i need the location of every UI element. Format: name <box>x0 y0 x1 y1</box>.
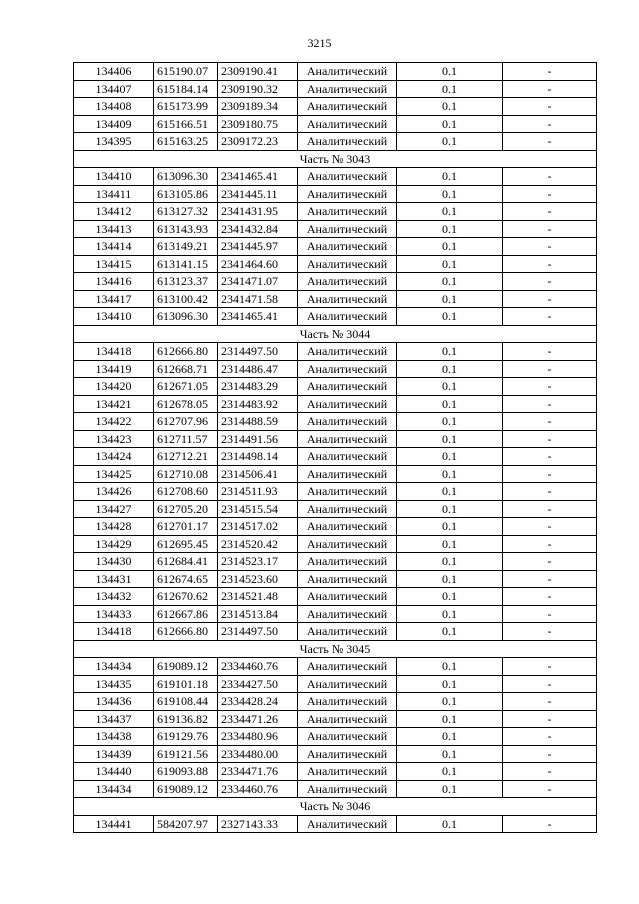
y-coordinate-cell: 2314523.60 <box>218 570 298 588</box>
table-row <box>74 675 597 693</box>
method-cell: Аналитический <box>298 500 397 518</box>
point-id-cell: 134413 <box>74 220 154 238</box>
section-title: Часть № 3046 <box>74 798 597 816</box>
y-coordinate-cell: 2309180.75 <box>218 115 298 133</box>
note-cell: - <box>503 63 597 81</box>
accuracy-cell: 0.1 <box>397 483 503 501</box>
point-id-cell: 134427 <box>74 500 154 518</box>
point-id-cell: 134407 <box>74 80 154 98</box>
x-coordinate-cell: 619129.76 <box>154 728 218 746</box>
x-coordinate-cell: 612670.62 <box>154 588 218 606</box>
table-row <box>74 430 597 448</box>
accuracy-cell: 0.1 <box>397 360 503 378</box>
note-cell: - <box>503 763 597 781</box>
table-row <box>74 780 597 798</box>
table-row <box>74 623 597 641</box>
y-coordinate-cell: 2334480.96 <box>218 728 298 746</box>
method-cell: Аналитический <box>298 448 397 466</box>
note-cell: - <box>503 815 597 833</box>
note-cell: - <box>503 623 597 641</box>
point-id-cell: 134395 <box>74 133 154 151</box>
accuracy-cell: 0.1 <box>397 588 503 606</box>
x-coordinate-cell: 615173.99 <box>154 98 218 116</box>
table-row <box>74 710 597 728</box>
point-id-cell: 134419 <box>74 360 154 378</box>
accuracy-cell: 0.1 <box>397 605 503 623</box>
x-coordinate-cell: 615184.14 <box>154 80 218 98</box>
point-id-cell: 134420 <box>74 378 154 396</box>
y-coordinate-cell: 2341432.84 <box>218 220 298 238</box>
section-header-row <box>74 640 597 658</box>
y-coordinate-cell: 2341465.41 <box>218 308 298 326</box>
y-coordinate-cell: 2341465.41 <box>218 168 298 186</box>
y-coordinate-cell: 2334471.26 <box>218 710 298 728</box>
coordinates-table-body <box>74 63 597 833</box>
note-cell: - <box>503 518 597 536</box>
x-coordinate-cell: 619121.56 <box>154 745 218 763</box>
x-coordinate-cell: 584207.97 <box>154 815 218 833</box>
accuracy-cell: 0.1 <box>397 815 503 833</box>
method-cell: Аналитический <box>298 588 397 606</box>
section-title: Часть № 3045 <box>74 640 597 658</box>
table-row <box>74 378 597 396</box>
note-cell: - <box>503 395 597 413</box>
table-row <box>74 570 597 588</box>
accuracy-cell: 0.1 <box>397 80 503 98</box>
y-coordinate-cell: 2309189.34 <box>218 98 298 116</box>
note-cell: - <box>503 728 597 746</box>
method-cell: Аналитический <box>298 483 397 501</box>
table-row <box>74 500 597 518</box>
method-cell: Аналитический <box>298 115 397 133</box>
note-cell: - <box>503 203 597 221</box>
method-cell: Аналитический <box>298 378 397 396</box>
accuracy-cell: 0.1 <box>397 238 503 256</box>
accuracy-cell: 0.1 <box>397 745 503 763</box>
method-cell: Аналитический <box>298 658 397 676</box>
method-cell: Аналитический <box>298 518 397 536</box>
point-id-cell: 134435 <box>74 675 154 693</box>
accuracy-cell: 0.1 <box>397 290 503 308</box>
note-cell: - <box>503 115 597 133</box>
note-cell: - <box>503 500 597 518</box>
accuracy-cell: 0.1 <box>397 728 503 746</box>
point-id-cell: 134421 <box>74 395 154 413</box>
y-coordinate-cell: 2314498.14 <box>218 448 298 466</box>
method-cell: Аналитический <box>298 220 397 238</box>
note-cell: - <box>503 220 597 238</box>
accuracy-cell: 0.1 <box>397 343 503 361</box>
x-coordinate-cell: 613096.30 <box>154 308 218 326</box>
y-coordinate-cell: 2341431.95 <box>218 203 298 221</box>
point-id-cell: 134409 <box>74 115 154 133</box>
point-id-cell: 134429 <box>74 535 154 553</box>
y-coordinate-cell: 2314521.48 <box>218 588 298 606</box>
y-coordinate-cell: 2314497.50 <box>218 623 298 641</box>
y-coordinate-cell: 2334471.76 <box>218 763 298 781</box>
y-coordinate-cell: 2314497.50 <box>218 343 298 361</box>
x-coordinate-cell: 613100.42 <box>154 290 218 308</box>
point-id-cell: 134438 <box>74 728 154 746</box>
x-coordinate-cell: 615166.51 <box>154 115 218 133</box>
accuracy-cell: 0.1 <box>397 220 503 238</box>
note-cell: - <box>503 658 597 676</box>
y-coordinate-cell: 2314520.42 <box>218 535 298 553</box>
note-cell: - <box>503 290 597 308</box>
point-id-cell: 134434 <box>74 658 154 676</box>
point-id-cell: 134430 <box>74 553 154 571</box>
y-coordinate-cell: 2334427.50 <box>218 675 298 693</box>
method-cell: Аналитический <box>298 780 397 798</box>
x-coordinate-cell: 619089.12 <box>154 658 218 676</box>
point-id-cell: 134441 <box>74 815 154 833</box>
table-row <box>74 308 597 326</box>
y-coordinate-cell: 2327143.33 <box>218 815 298 833</box>
method-cell: Аналитический <box>298 290 397 308</box>
y-coordinate-cell: 2334480.00 <box>218 745 298 763</box>
table-row <box>74 290 597 308</box>
coordinates-table <box>73 62 597 833</box>
y-coordinate-cell: 2341445.11 <box>218 185 298 203</box>
x-coordinate-cell: 619136.82 <box>154 710 218 728</box>
y-coordinate-cell: 2309172.23 <box>218 133 298 151</box>
table-row <box>74 815 597 833</box>
method-cell: Аналитический <box>298 710 397 728</box>
note-cell: - <box>503 465 597 483</box>
accuracy-cell: 0.1 <box>397 413 503 431</box>
point-id-cell: 134418 <box>74 343 154 361</box>
section-header-row <box>74 150 597 168</box>
note-cell: - <box>503 553 597 571</box>
method-cell: Аналитический <box>298 98 397 116</box>
y-coordinate-cell: 2314506.41 <box>218 465 298 483</box>
method-cell: Аналитический <box>298 745 397 763</box>
method-cell: Аналитический <box>298 465 397 483</box>
accuracy-cell: 0.1 <box>397 430 503 448</box>
table-row <box>74 518 597 536</box>
y-coordinate-cell: 2334460.76 <box>218 658 298 676</box>
point-id-cell: 134415 <box>74 255 154 273</box>
x-coordinate-cell: 613141.15 <box>154 255 218 273</box>
accuracy-cell: 0.1 <box>397 98 503 116</box>
point-id-cell: 134408 <box>74 98 154 116</box>
table-row <box>74 63 597 81</box>
method-cell: Аналитический <box>298 675 397 693</box>
point-id-cell: 134414 <box>74 238 154 256</box>
x-coordinate-cell: 615163.25 <box>154 133 218 151</box>
accuracy-cell: 0.1 <box>397 535 503 553</box>
section-title: Часть № 3044 <box>74 325 597 343</box>
y-coordinate-cell: 2309190.41 <box>218 63 298 81</box>
note-cell: - <box>503 343 597 361</box>
accuracy-cell: 0.1 <box>397 185 503 203</box>
method-cell: Аналитический <box>298 203 397 221</box>
point-id-cell: 134417 <box>74 290 154 308</box>
point-id-cell: 134418 <box>74 623 154 641</box>
point-id-cell: 134437 <box>74 710 154 728</box>
method-cell: Аналитический <box>298 553 397 571</box>
table-row <box>74 168 597 186</box>
accuracy-cell: 0.1 <box>397 780 503 798</box>
point-id-cell: 134426 <box>74 483 154 501</box>
method-cell: Аналитический <box>298 255 397 273</box>
y-coordinate-cell: 2341464.60 <box>218 255 298 273</box>
table-row <box>74 255 597 273</box>
x-coordinate-cell: 612705.20 <box>154 500 218 518</box>
method-cell: Аналитический <box>298 763 397 781</box>
y-coordinate-cell: 2314491.56 <box>218 430 298 448</box>
method-cell: Аналитический <box>298 413 397 431</box>
y-coordinate-cell: 2341471.58 <box>218 290 298 308</box>
point-id-cell: 134410 <box>74 308 154 326</box>
accuracy-cell: 0.1 <box>397 675 503 693</box>
method-cell: Аналитический <box>298 605 397 623</box>
note-cell: - <box>503 273 597 291</box>
y-coordinate-cell: 2309190.32 <box>218 80 298 98</box>
accuracy-cell: 0.1 <box>397 465 503 483</box>
table-row <box>74 273 597 291</box>
method-cell: Аналитический <box>298 273 397 291</box>
method-cell: Аналитический <box>298 360 397 378</box>
x-coordinate-cell: 612666.80 <box>154 343 218 361</box>
point-id-cell: 134439 <box>74 745 154 763</box>
x-coordinate-cell: 612684.41 <box>154 553 218 571</box>
accuracy-cell: 0.1 <box>397 553 503 571</box>
x-coordinate-cell: 619089.12 <box>154 780 218 798</box>
note-cell: - <box>503 570 597 588</box>
point-id-cell: 134422 <box>74 413 154 431</box>
point-id-cell: 134432 <box>74 588 154 606</box>
accuracy-cell: 0.1 <box>397 203 503 221</box>
method-cell: Аналитический <box>298 80 397 98</box>
method-cell: Аналитический <box>298 133 397 151</box>
note-cell: - <box>503 133 597 151</box>
point-id-cell: 134424 <box>74 448 154 466</box>
method-cell: Аналитический <box>298 815 397 833</box>
table-row <box>74 588 597 606</box>
method-cell: Аналитический <box>298 343 397 361</box>
x-coordinate-cell: 612667.86 <box>154 605 218 623</box>
point-id-cell: 134440 <box>74 763 154 781</box>
accuracy-cell: 0.1 <box>397 63 503 81</box>
note-cell: - <box>503 185 597 203</box>
method-cell: Аналитический <box>298 308 397 326</box>
note-cell: - <box>503 780 597 798</box>
accuracy-cell: 0.1 <box>397 693 503 711</box>
x-coordinate-cell: 612695.45 <box>154 535 218 553</box>
y-coordinate-cell: 2314488.59 <box>218 413 298 431</box>
x-coordinate-cell: 612668.71 <box>154 360 218 378</box>
point-id-cell: 134425 <box>74 465 154 483</box>
note-cell: - <box>503 483 597 501</box>
section-title: Часть № 3043 <box>74 150 597 168</box>
table-row <box>74 465 597 483</box>
table-row <box>74 535 597 553</box>
y-coordinate-cell: 2334460.76 <box>218 780 298 798</box>
point-id-cell: 134411 <box>74 185 154 203</box>
table-row <box>74 413 597 431</box>
y-coordinate-cell: 2314486.47 <box>218 360 298 378</box>
y-coordinate-cell: 2314513.84 <box>218 605 298 623</box>
x-coordinate-cell: 613123.37 <box>154 273 218 291</box>
note-cell: - <box>503 448 597 466</box>
note-cell: - <box>503 710 597 728</box>
accuracy-cell: 0.1 <box>397 518 503 536</box>
accuracy-cell: 0.1 <box>397 710 503 728</box>
note-cell: - <box>503 745 597 763</box>
table-row <box>74 483 597 501</box>
x-coordinate-cell: 612674.65 <box>154 570 218 588</box>
point-id-cell: 134434 <box>74 780 154 798</box>
note-cell: - <box>503 675 597 693</box>
y-coordinate-cell: 2341471.07 <box>218 273 298 291</box>
method-cell: Аналитический <box>298 570 397 588</box>
note-cell: - <box>503 413 597 431</box>
table-row <box>74 360 597 378</box>
point-id-cell: 134436 <box>74 693 154 711</box>
accuracy-cell: 0.1 <box>397 308 503 326</box>
method-cell: Аналитический <box>298 238 397 256</box>
method-cell: Аналитический <box>298 728 397 746</box>
method-cell: Аналитический <box>298 535 397 553</box>
method-cell: Аналитический <box>298 430 397 448</box>
section-header-row <box>74 798 597 816</box>
method-cell: Аналитический <box>298 395 397 413</box>
point-id-cell: 134431 <box>74 570 154 588</box>
method-cell: Аналитический <box>298 693 397 711</box>
method-cell: Аналитический <box>298 63 397 81</box>
x-coordinate-cell: 619093.88 <box>154 763 218 781</box>
x-coordinate-cell: 612701.17 <box>154 518 218 536</box>
note-cell: - <box>503 605 597 623</box>
x-coordinate-cell: 613143.93 <box>154 220 218 238</box>
accuracy-cell: 0.1 <box>397 395 503 413</box>
accuracy-cell: 0.1 <box>397 168 503 186</box>
table-row <box>74 343 597 361</box>
y-coordinate-cell: 2314511.93 <box>218 483 298 501</box>
table-row <box>74 185 597 203</box>
note-cell: - <box>503 378 597 396</box>
table-row <box>74 553 597 571</box>
x-coordinate-cell: 612711.57 <box>154 430 218 448</box>
note-cell: - <box>503 308 597 326</box>
x-coordinate-cell: 619101.18 <box>154 675 218 693</box>
point-id-cell: 134433 <box>74 605 154 623</box>
accuracy-cell: 0.1 <box>397 500 503 518</box>
x-coordinate-cell: 612671.05 <box>154 378 218 396</box>
accuracy-cell: 0.1 <box>397 133 503 151</box>
x-coordinate-cell: 612708.60 <box>154 483 218 501</box>
x-coordinate-cell: 612678.05 <box>154 395 218 413</box>
y-coordinate-cell: 2314517.02 <box>218 518 298 536</box>
note-cell: - <box>503 430 597 448</box>
table-row <box>74 728 597 746</box>
table-row <box>74 203 597 221</box>
accuracy-cell: 0.1 <box>397 658 503 676</box>
note-cell: - <box>503 588 597 606</box>
x-coordinate-cell: 615190.07 <box>154 63 218 81</box>
note-cell: - <box>503 693 597 711</box>
point-id-cell: 134428 <box>74 518 154 536</box>
y-coordinate-cell: 2314483.29 <box>218 378 298 396</box>
x-coordinate-cell: 613127.32 <box>154 203 218 221</box>
point-id-cell: 134416 <box>74 273 154 291</box>
table-row <box>74 133 597 151</box>
accuracy-cell: 0.1 <box>397 448 503 466</box>
y-coordinate-cell: 2314483.92 <box>218 395 298 413</box>
note-cell: - <box>503 98 597 116</box>
note-cell: - <box>503 535 597 553</box>
x-coordinate-cell: 612710.08 <box>154 465 218 483</box>
note-cell: - <box>503 80 597 98</box>
y-coordinate-cell: 2334428.24 <box>218 693 298 711</box>
note-cell: - <box>503 238 597 256</box>
note-cell: - <box>503 255 597 273</box>
table-row <box>74 448 597 466</box>
table-row <box>74 763 597 781</box>
section-header-row <box>74 325 597 343</box>
x-coordinate-cell: 613105.86 <box>154 185 218 203</box>
table-row <box>74 115 597 133</box>
table-row <box>74 693 597 711</box>
y-coordinate-cell: 2314515.54 <box>218 500 298 518</box>
note-cell: - <box>503 168 597 186</box>
x-coordinate-cell: 619108.44 <box>154 693 218 711</box>
accuracy-cell: 0.1 <box>397 115 503 133</box>
accuracy-cell: 0.1 <box>397 255 503 273</box>
accuracy-cell: 0.1 <box>397 763 503 781</box>
x-coordinate-cell: 612666.80 <box>154 623 218 641</box>
accuracy-cell: 0.1 <box>397 570 503 588</box>
x-coordinate-cell: 612712.21 <box>154 448 218 466</box>
accuracy-cell: 0.1 <box>397 378 503 396</box>
x-coordinate-cell: 612707.96 <box>154 413 218 431</box>
method-cell: Аналитический <box>298 168 397 186</box>
x-coordinate-cell: 613096.30 <box>154 168 218 186</box>
method-cell: Аналитический <box>298 623 397 641</box>
note-cell: - <box>503 360 597 378</box>
y-coordinate-cell: 2341445.97 <box>218 238 298 256</box>
point-id-cell: 134423 <box>74 430 154 448</box>
table-row <box>74 80 597 98</box>
table-row <box>74 605 597 623</box>
point-id-cell: 134406 <box>74 63 154 81</box>
point-id-cell: 134410 <box>74 168 154 186</box>
table-row <box>74 745 597 763</box>
table-row <box>74 220 597 238</box>
page-number: 3215 <box>307 36 332 50</box>
table-row <box>74 98 597 116</box>
table-row <box>74 395 597 413</box>
accuracy-cell: 0.1 <box>397 623 503 641</box>
method-cell: Аналитический <box>298 185 397 203</box>
y-coordinate-cell: 2314523.17 <box>218 553 298 571</box>
point-id-cell: 134412 <box>74 203 154 221</box>
table-row <box>74 238 597 256</box>
x-coordinate-cell: 613149.21 <box>154 238 218 256</box>
accuracy-cell: 0.1 <box>397 273 503 291</box>
table-row <box>74 658 597 676</box>
